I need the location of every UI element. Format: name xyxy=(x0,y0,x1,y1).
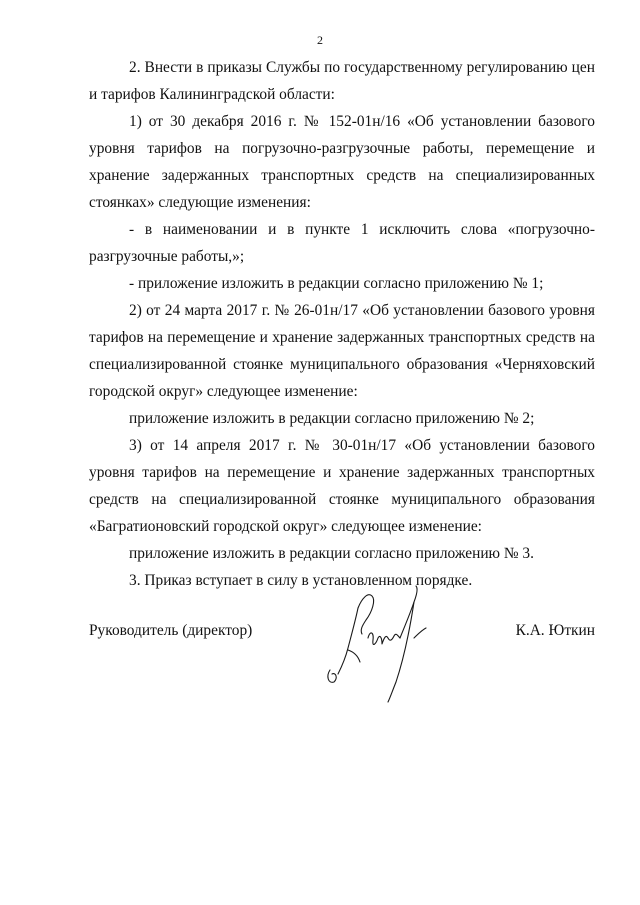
document-body xyxy=(89,54,595,594)
page-number: 2 xyxy=(317,33,323,47)
signer-title: Руководитель (директор) xyxy=(89,622,253,639)
handwritten-signature xyxy=(318,578,438,708)
paragraph-change-appendix-1: - приложение изложить в редакции согласно приложению № 1; xyxy=(129,275,544,292)
paragraph-subitem-3: 3) от 14 апреля 2017 г. № 30-01н/17 «Об установлении базового уровня тарифов на перемещение и хранение задержанных транспортных средств на специализированной стоянке муниципального образования «Багратионовский городской округ» следующее изменение: xyxy=(89,437,595,535)
paragraph-change-appendix-2: приложение изложить в редакции согласно приложению № 2; xyxy=(129,410,535,427)
paragraph-item-2: 2. Внести в приказы Службы по государственному регулированию цен и тарифов Калининградской области: xyxy=(89,59,595,103)
paragraph-item-3: 3. Приказ вступает в силу в установленном порядке. xyxy=(129,572,473,589)
signer-name: К.А. Юткин xyxy=(515,622,595,639)
paragraph-subitem-2: 2) от 24 марта 2017 г. № 26-01н/17 «Об установлении базового уровня тарифов на перемещение и хранение задержанных транспортных средств на специализированной стоянке муниципального образования «Черняховский городской округ» следующее изменение: xyxy=(89,302,595,400)
paragraph-change-appendix-3: приложение изложить в редакции согласно приложению № 3. xyxy=(129,545,534,562)
paragraph-subitem-1: 1) от 30 декабря 2016 г. № 152-01н/16 «Об установлении базового уровня тарифов на погрузочно-разгрузочные работы, перемещение и хранение задержанных транспортных средств на специализированных стоянках» следующие изменения: xyxy=(89,113,595,211)
paragraph-change-name: - в наименовании и в пункте 1 исключить слова «погрузочно-разгрузочные работы,»; xyxy=(89,221,595,265)
